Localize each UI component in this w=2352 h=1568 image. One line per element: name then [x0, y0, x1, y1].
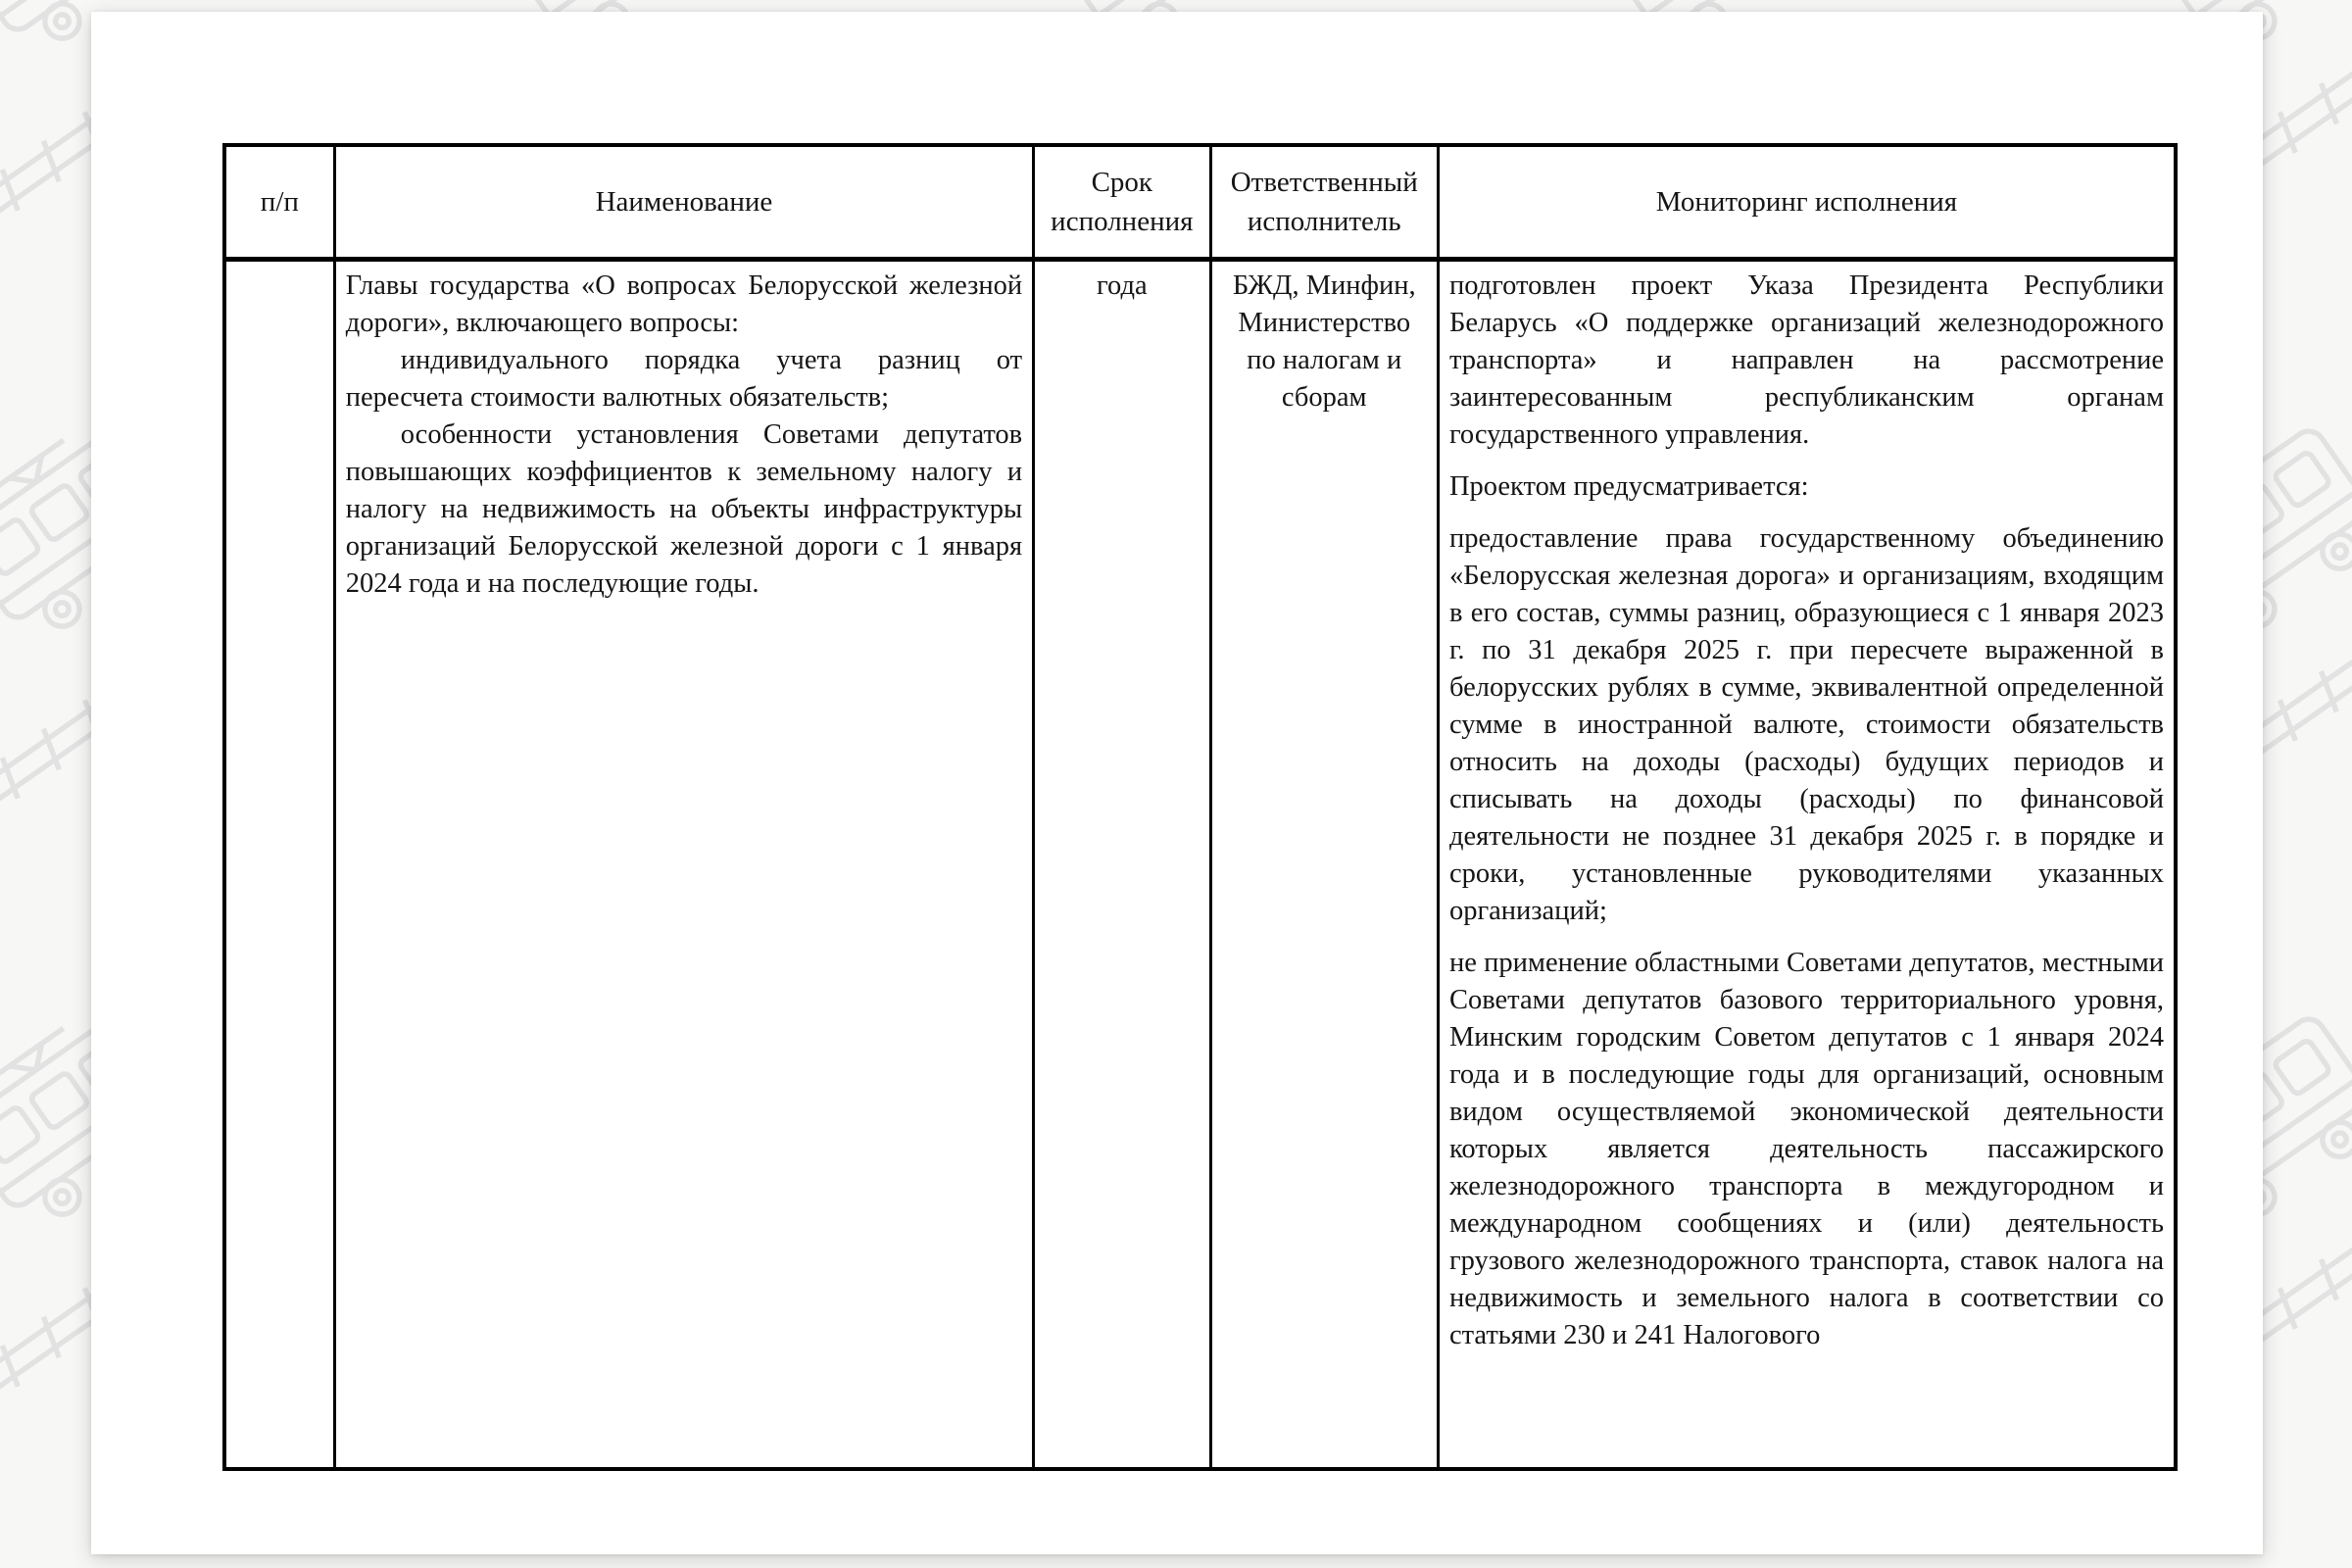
- cell-monitoring: [1438, 260, 2176, 1470]
- cell-name: [334, 260, 1033, 1470]
- monitoring-paragraph: подготовлен проект Указа Президента Республики Беларусь «О поддержке организаций железнодорожного транспорта» и направлен на рассмотрение заинтересованным республиканским органам государственного управления.: [1448, 270, 2164, 450]
- monitoring-paragraph: предоставление права государственному объединению «Белорусская железная дорога» и организациям, входящим в его состав, суммы разниц, образующиеся с 1 января 2023 г. по 31 декабря 2025 г. при пересчете выраженной в белорусских рублях в сумме, эквивалентной определенной сумме в иностранной валюте, стоимости обязательств относить на доходы (расходы) будущих периодов и списывать на доходы (расходы) по финансовой деятельности не позднее 31 декабря 2025 г. в порядке и сроки, установленные руководителями указанных организаций;: [1448, 523, 2164, 926]
- cell-deadline: года: [1034, 260, 1210, 1470]
- execution-monitoring-table: [222, 143, 2178, 1471]
- monitoring-paragraph: не применение областными Советами депутатов, местными Советами депутатов базового территориального уровня, Минским городским Советом депутатов с 1 января 2024 года и в последующие годы для организаций, основным видом осуществляемой экономической деятельности которых является деятельность пассажирского железнодорожного транспорта в междугородном и международном сообщениях и (или) деятельность грузового железнодорожного транспорта, ставок налога на недвижимость и земельного налога в соответствии со статьями 230 и 241 Налогового: [1448, 948, 2164, 1350]
- document-page: [91, 12, 2263, 1554]
- header-monitoring: Мониторинг исполнения: [1438, 145, 2176, 260]
- name-subitem: особенности установления Советами депутатов повышающих коэффициентов к земельному налогу и налогу на недвижимость на объекты инфраструктуры организаций Белорусской железной дороги с 1 января 2024 года и на последующие годы.: [345, 419, 1023, 599]
- header-num: п/п: [224, 145, 334, 260]
- monitoring-paragraph: Проектом предусматривается:: [1448, 471, 1809, 502]
- cell-num: [224, 260, 334, 1470]
- header-executor: Ответственный исполнитель: [1210, 145, 1438, 260]
- name-subitem: индивидуального порядка учета разниц от пересчета стоимости валютных обязательств;: [345, 345, 1023, 413]
- cell-executor: БЖД, Минфин, Министерство по налогам и сборам: [1210, 260, 1438, 1470]
- table-header-row: [224, 145, 2176, 260]
- header-name: Наименование: [334, 145, 1033, 260]
- monitoring-text-clip: [1449, 268, 2164, 1461]
- name-paragraph: Главы государства «О вопросах Белорусской железной дороги», включающего вопросы:: [345, 270, 1023, 338]
- header-deadline: Срок исполнения: [1034, 145, 1210, 260]
- table-row: [224, 260, 2176, 1470]
